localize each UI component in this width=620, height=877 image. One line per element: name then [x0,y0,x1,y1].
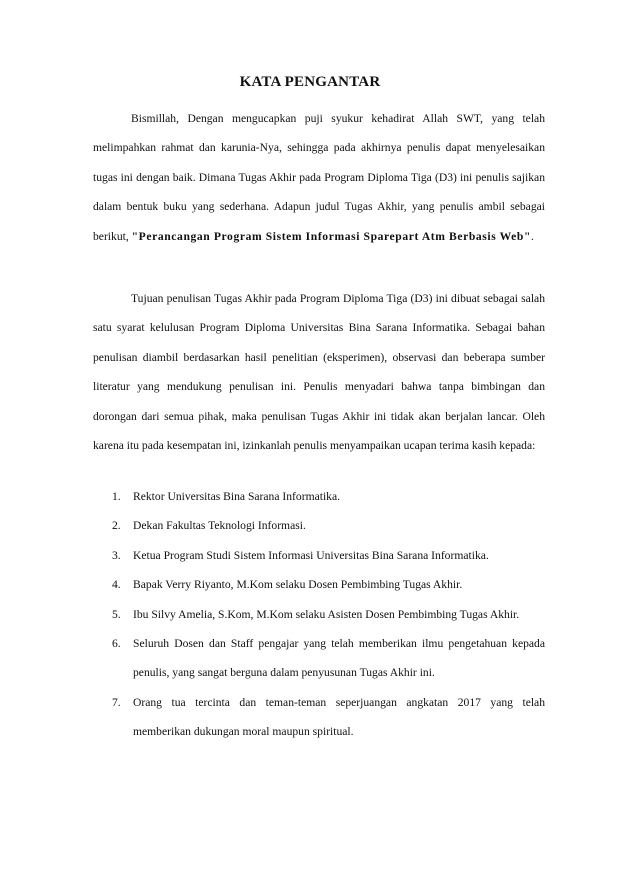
thesis-title: "Perancangan Program Sistem Informasi Sparepart Atm Berbasis Web" [131,229,531,243]
list-item [93,482,545,511]
acknowledgement-list [93,482,545,747]
list-item [93,600,545,629]
list-text: Orang tua tercinta dan teman-teman seperjuangan angkatan 2017 yang telah memberikan dukungan moral maupun spiritual. [133,695,545,739]
list-text: Ibu Silvy Amelia, S.Kom, M.Kom selaku Asisten Dosen Pembimbing Tugas Akhir. [133,607,520,621]
list-number: 3. [112,548,121,562]
list-number: 1. [112,490,121,503]
list-number: 2. [112,519,121,533]
list-item [93,688,545,747]
intro-end: . [531,229,534,243]
list-number: 5. [112,607,121,621]
list-number: 7. [112,695,121,709]
list-number: 6. [112,637,121,651]
list-item [93,629,545,688]
list-text: Ketua Program Studi Sistem Informasi Universitas Bina Sarana Informatika. [133,548,489,562]
list-text: Bapak Verry Riyanto, M.Kom selaku Dosen Pembimbing Tugas Akhir. [133,578,463,592]
list-item [93,511,545,540]
list-text: Rektor Universitas Bina Sarana Informatika. [133,490,341,503]
list-item [93,570,545,599]
list-number: 4. [112,578,121,592]
purpose-paragraph: Tujuan penulisan Tugas Akhir pada Program Diploma Tiga (D3) ini dibuat sebagai salah satu syarat kelulusan Program Diploma Universitas Bina Sarana Informatika. Sebagai bahan penulisan diambil berdasarkan hasil penelitian (eksperimen), observasi dan beberapa sumber literatur yang mendukung penulisan ini. Penulis menyadari bahwa tanpa bimbingan dan dorongan dari semua pihak, maka penulisan Tugas Akhir ini tidak akan berjalan lancar. Oleh karena itu pada kesempatan ini, izinkanlah penulis menyampaikan ucapan terima kasih kepada: [93,292,545,453]
intro-text: Bismillah, Dengan mengucapkan puji syukur kehadirat Allah SWT, yang telah melimpahkan rahmat dan karunia-Nya, sehingga pada akhirnya penulis dapat menyelesaikan tugas ini dengan baik. Dimana Tugas Akhir pada Program Diploma Tiga (D3) ini penulis sajikan dalam bentuk buku yang sederhana. Adapun judul Tugas Akhir, yang penulis ambil sebagai berikut, [93,112,545,243]
intro-paragraph [93,104,545,251]
page-title: KATA PENGANTAR [239,74,381,90]
list-text: Seluruh Dosen dan Staff pengajar yang telah memberikan ilmu pengetahuan kepada penulis, yang sangat berguna dalam penyusunan Tugas Akhir ini. [133,637,545,680]
list-text: Dekan Fakultas Teknologi Informasi. [133,519,306,533]
list-item [93,541,545,570]
